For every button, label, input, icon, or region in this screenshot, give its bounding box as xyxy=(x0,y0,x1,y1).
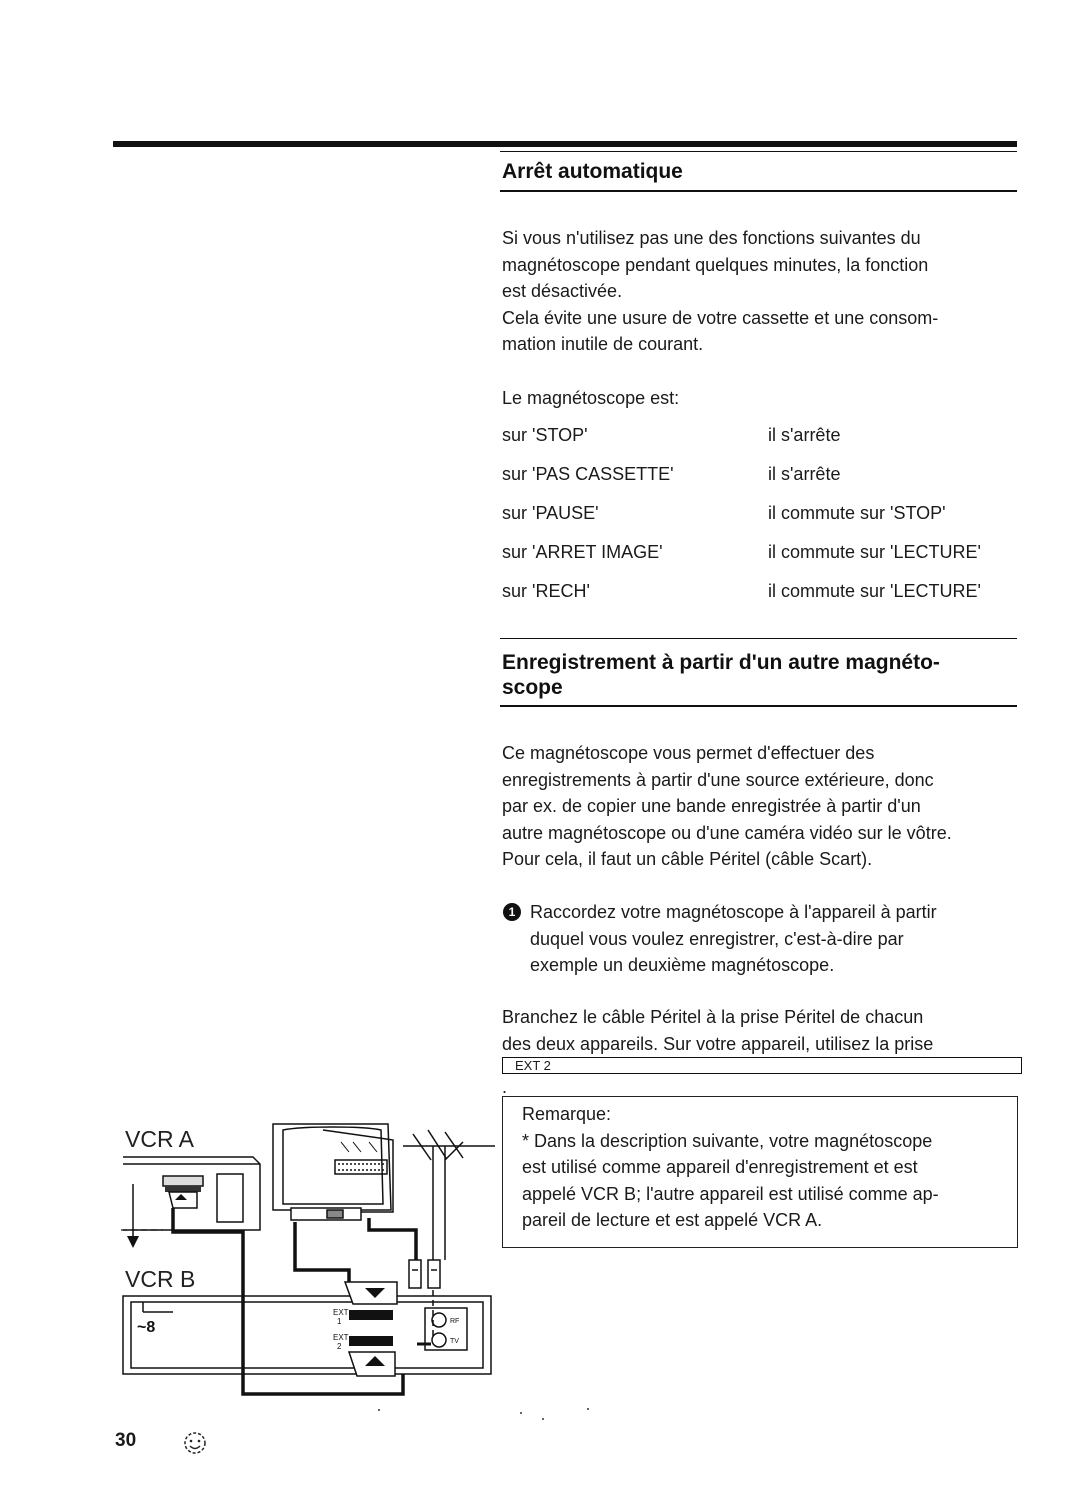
section1-top-rule xyxy=(500,151,1017,152)
text-line: exemple un deuxième magnétoscope. xyxy=(530,955,835,975)
text-line: par ex. de copier une bande enregistrée à partir d'un xyxy=(502,796,921,816)
table-row xyxy=(502,503,1022,525)
speck xyxy=(378,1409,380,1411)
ext2-label: EXT xyxy=(333,1333,349,1342)
text-line: Pour cela, il faut un câble Péritel (câble Scart). xyxy=(502,849,873,869)
state-cell: sur 'PAS CASSETTE' xyxy=(502,464,674,484)
result-cell: il s'arrête xyxy=(768,464,841,484)
page-number: 30 xyxy=(115,1430,137,1451)
step-1-icon: 1 xyxy=(503,903,521,921)
text-line: Cela évite une usure de votre cassette et une consom- xyxy=(502,307,939,328)
section2-intro xyxy=(502,740,1022,873)
speck xyxy=(542,1418,544,1420)
text-line: enregistrements à partir d'une source extérieure, donc xyxy=(502,769,934,790)
section1-title: Arrêt automatique xyxy=(502,160,683,183)
text-line: Ce magnétoscope vous permet d'effectuer des xyxy=(502,743,875,763)
section1-title-underline xyxy=(500,190,1017,192)
state-cell: sur 'STOP' xyxy=(502,425,588,445)
rf-label: RF xyxy=(450,1318,460,1325)
vcr-b-label: VCR B xyxy=(125,1266,196,1292)
table-row xyxy=(502,542,1022,564)
table-row xyxy=(502,425,1022,447)
text-line: duquel vous voulez enregistrer, c'est-à-dire par xyxy=(530,928,904,949)
vcr-a-label: VCR A xyxy=(125,1126,195,1152)
step-1-text xyxy=(530,899,1020,979)
note-title: Remarque: xyxy=(522,1104,612,1124)
text-line: Branchez le câble Péritel à la prise Péritel de chacun xyxy=(502,1007,924,1027)
text-line: EXT 2 . xyxy=(502,1057,1022,1101)
text-line: Raccordez votre magnétoscope à l'appareil à partir xyxy=(530,902,937,922)
tv-device xyxy=(273,1124,393,1220)
result-cell: il commute sur 'STOP' xyxy=(768,503,946,523)
note-box xyxy=(502,1096,1018,1248)
text-line: pareil de lecture et est appelé VCR A. xyxy=(522,1210,823,1230)
result-cell: il commute sur 'LECTURE' xyxy=(768,542,981,562)
table-row xyxy=(502,464,1022,486)
svg-text:1: 1 xyxy=(337,1317,342,1326)
text-line: Si vous n'utilisez pas une des fonctions suivantes du xyxy=(502,228,921,248)
speck xyxy=(520,1412,522,1414)
result-cell: il s'arrête xyxy=(768,425,841,445)
section1-intro xyxy=(502,225,1022,358)
smiley-logo-icon xyxy=(180,1428,210,1458)
section2-top-rule xyxy=(500,638,1017,639)
text-line: est utilisé comme appareil d'enregistrement et est xyxy=(522,1157,918,1177)
ext2-socket-label: EXT 2 xyxy=(502,1057,1022,1074)
arrow-down-icon xyxy=(127,1184,139,1248)
ext1-label: EXT xyxy=(333,1308,349,1317)
text-line: des deux appareils. Sur votre appareil, utilisez la prise xyxy=(502,1033,934,1054)
text-line: * Dans la description suivante, votre magnétoscope xyxy=(522,1130,933,1151)
vcr-a-scart-plug xyxy=(165,1186,201,1208)
table-row xyxy=(502,581,1022,603)
ext2-socket xyxy=(349,1336,393,1346)
text-line: autre magnétoscope ou d'une caméra vidéo sur le vôtre. xyxy=(502,822,952,843)
speck xyxy=(587,1408,589,1410)
top-rule xyxy=(113,141,1017,147)
state-cell: sur 'RECH' xyxy=(502,581,590,601)
text-line: est désactivée. xyxy=(502,281,623,301)
section2-title-underline xyxy=(500,705,1017,707)
svg-text:2: 2 xyxy=(337,1342,342,1351)
section2-title: Enregistrement à partir d'un autre magnéto- scope xyxy=(502,651,940,699)
vcr-b-scart-plug-bottom xyxy=(349,1352,395,1376)
text-line: appelé VCR B; l'autre appareil est utilisé comme ap- xyxy=(522,1183,939,1204)
vcr-b-scart-plug-top xyxy=(345,1282,397,1304)
state-cell: sur 'PAUSE' xyxy=(502,503,599,523)
rf-plugs xyxy=(409,1260,440,1288)
ext1-socket xyxy=(349,1310,393,1320)
text-line: mation inutile de courant. xyxy=(502,334,704,354)
table-label: Le magnétoscope est: xyxy=(502,388,680,408)
result-cell: il commute sur 'LECTURE' xyxy=(768,581,981,601)
rf-socket-icon xyxy=(417,1308,467,1350)
text-line: magnétoscope pendant quelques minutes, la fonction xyxy=(502,254,929,275)
branch-instructions xyxy=(502,1004,1022,1101)
power-label: ~8 xyxy=(137,1319,156,1336)
connection-diagram xyxy=(113,1112,498,1412)
tv-label: TV xyxy=(450,1338,459,1345)
state-cell: sur 'ARRET IMAGE' xyxy=(502,542,663,562)
